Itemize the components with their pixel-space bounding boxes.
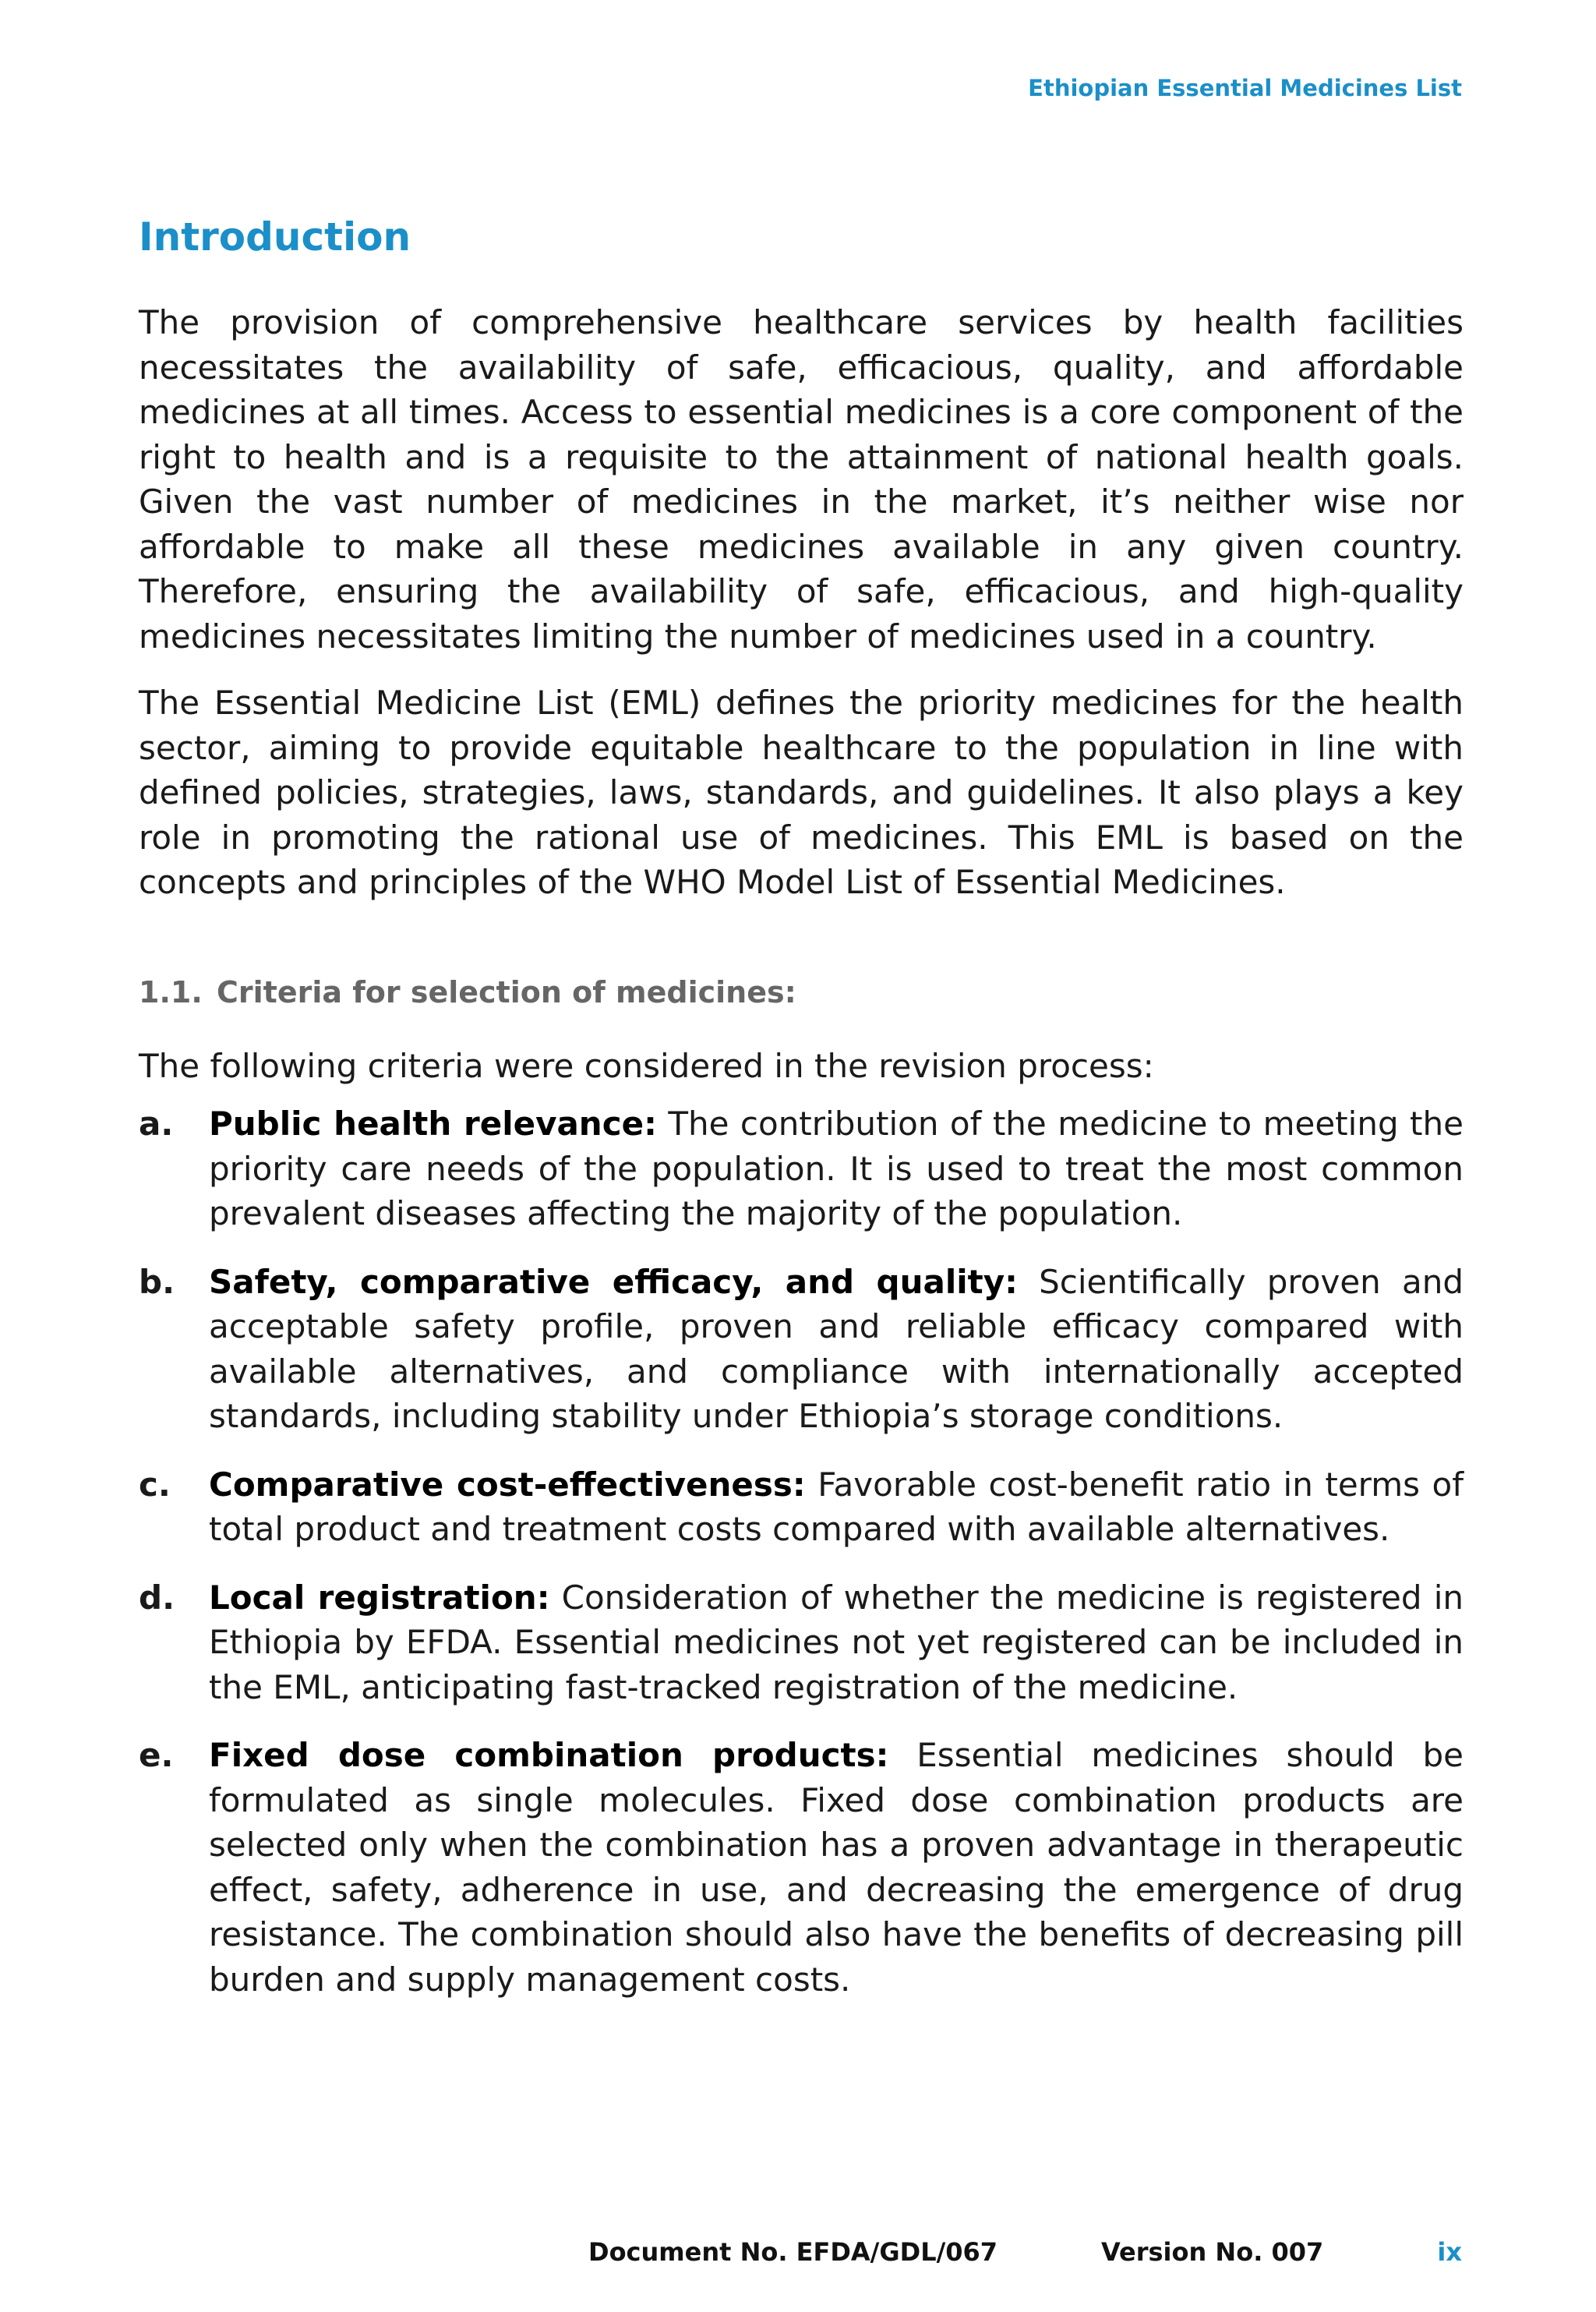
section-number: 1.1. [139,974,203,1009]
section-title: Criteria for selection of medicines: [217,974,796,1009]
version-number: Version No. 007 [1101,2237,1324,2267]
criteria-letter: d. [139,1578,175,1617]
criteria-item [139,1733,1464,2002]
criteria-text [209,1101,1464,1236]
criteria-description: Scientifically proven and acceptable safety profile, proven and reliable efficacy compared with available alternatives, and compliance with internationally accepted standards, including stability under Ethiopia’s storage conditions. [209,1262,1464,1435]
criteria-term: Local registration: [209,1578,550,1617]
criteria-description: Consideration of whether the medicine is registered in Ethiopia by EFDA. Essential medicines not yet registered can be included in the EML, anticipating fast-tracked registration of the medicine. [209,1578,1464,1706]
criteria-description: Essential medicines should be formulated as single molecules. Fixed dose combination products are selected only when the combination has a proven advantage in therapeutic effect, safety, adherence in use, and decreasing the emergence of drug resistance. The combination should also have the benefits of decreasing pill burden and supply management costs. [209,1736,1464,1999]
criteria-letter: a. [139,1105,174,1143]
criteria-item [139,1101,1464,1236]
page-content [139,209,1464,2025]
criteria-item [139,1260,1464,1439]
criteria-list [139,1101,1464,2002]
criteria-description: The contribution of the medicine to meeting the priority care needs of the population. It is used to treat the most common prevalent diseases affecting the majority of the population. [209,1105,1464,1232]
criteria-term: Public health relevance: [209,1105,657,1143]
criteria-lead: The following criteria were considered in the revision process: [139,1046,1154,1085]
running-header: Ethiopian Essential Medicines List [1028,75,1462,101]
criteria-letter: b. [139,1262,175,1301]
page-footer [0,2237,1596,2268]
document-number: Document No. EFDA/GDL/067 [588,2237,998,2267]
intro-paragraph-1: The provision of comprehensive healthcare services by health facilities necessitates the availability of safe, efficacious, quality, and affordable medicines at all times. Access to essential medicines is a core component of the right to health and is a requisite to the attainment of national health goals. Given the vast number of medicines in the market, it’s neither wise nor affordable to make all these medicines available in any given country. Therefore, ensuring the availability of safe, efficacious, and high-quality medicines necessitates limiting the number of medicines used in a country. [139,303,1464,656]
criteria-text [209,1260,1464,1439]
criteria-text [209,1462,1464,1552]
criteria-letter: e. [139,1736,174,1774]
criteria-text [209,1733,1464,2002]
criteria-description: Favorable cost-benefit ratio in terms of total product and treatment costs compared with available alternatives. [209,1465,1464,1548]
criteria-term: Safety, comparative efficacy, and quality: [209,1262,1018,1301]
page-number: ix [1437,2237,1462,2267]
intro-paragraph-2: The Essential Medicine List (EML) defines the priority medicines for the health sector, aiming to provide equitable healthcare to the population in line with defined policies, strategies, laws, standards, and guidelines. It also plays a key role in promoting the rational use of medicines. This EML is based on the concepts and principles of the WHO Model List of Essential Medicines. [139,684,1464,901]
criteria-term: Comparative cost-effectiveness: [209,1465,806,1504]
page-title: Introduction [139,214,411,260]
criteria-item [139,1462,1464,1552]
criteria-item [139,1575,1464,1710]
criteria-text [209,1575,1464,1710]
criteria-term: Fixed dose combination products: [209,1736,889,1774]
section-heading [139,970,1464,1014]
criteria-letter: c. [139,1465,171,1504]
